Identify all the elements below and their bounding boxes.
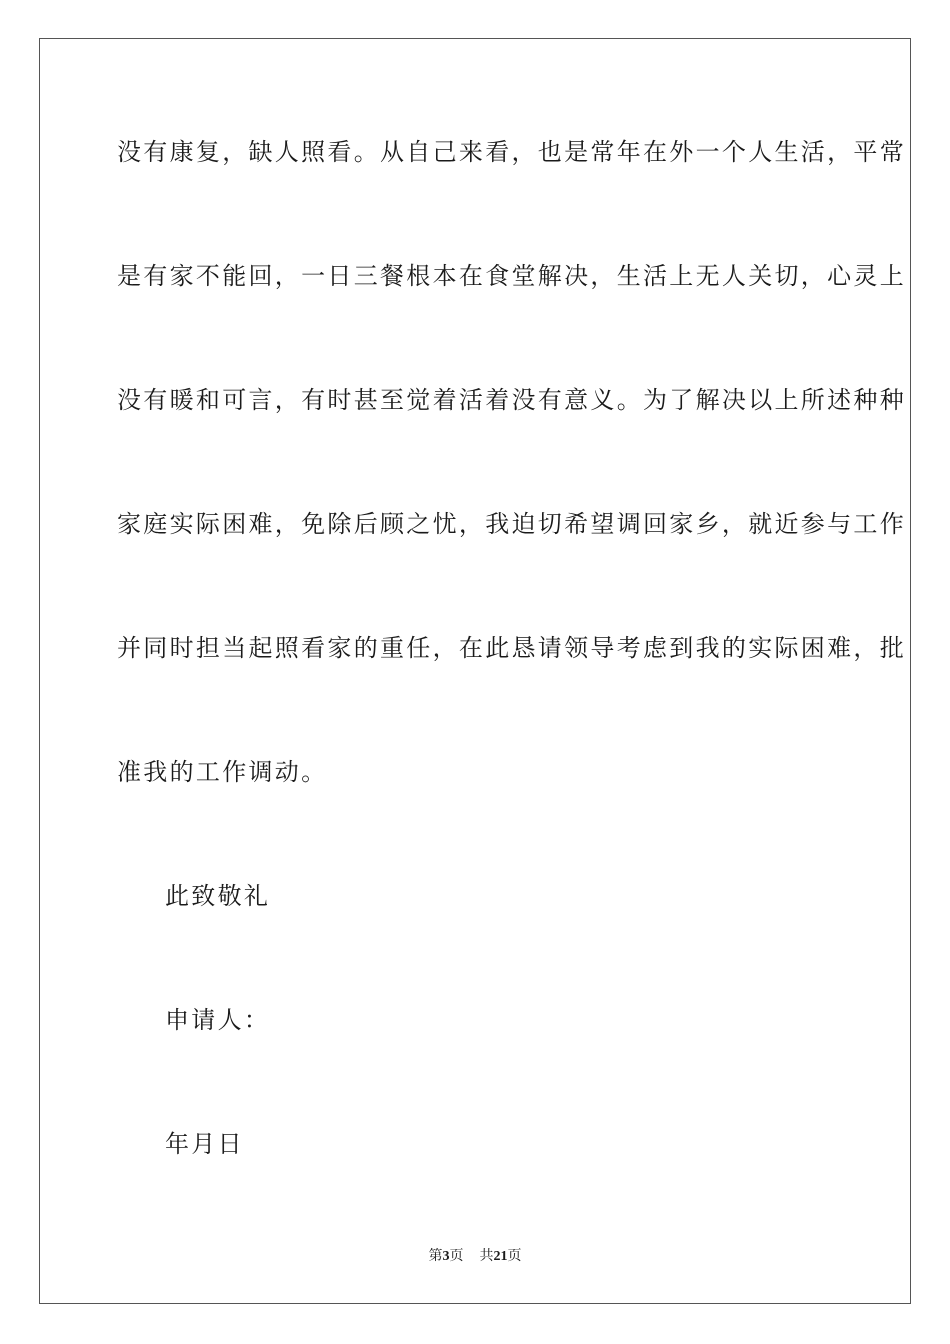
paragraph-line-3: 没有暖和可言，有时甚至觉着活着没有意义。为了解决以上所述种种	[117, 386, 906, 414]
paragraph-line-6: 准我的工作调动。	[117, 758, 328, 786]
page-footer	[0, 1248, 950, 1266]
page-prefix: 第	[428, 1249, 443, 1264]
page-border	[39, 38, 911, 1304]
total-prefix: 共	[479, 1249, 494, 1264]
page-suffix: 页	[449, 1249, 464, 1264]
paragraph-line-4: 家庭实际困难，免除后顾之忧，我迫切希望调回家乡，就近参与工作	[117, 510, 906, 538]
total-pages: 21	[493, 1249, 508, 1264]
paragraph-line-2: 是有家不能回，一日三餐根本在食堂解决，生活上无人关切，心灵上	[117, 262, 906, 290]
total-suffix: 页	[507, 1249, 522, 1264]
salutation: 此致敬礼	[165, 882, 271, 910]
paragraph-line-5: 并同时担当起照看家的重任，在此恳请领导考虑到我的实际困难，批	[117, 634, 906, 662]
date-label: 年月日	[165, 1130, 244, 1158]
page-number: 3	[442, 1249, 450, 1264]
paragraph-line-1: 没有康复，缺人照看。从自己来看，也是常年在外一个人生活，平常	[117, 138, 906, 166]
applicant-label: 申请人：	[165, 1006, 271, 1034]
